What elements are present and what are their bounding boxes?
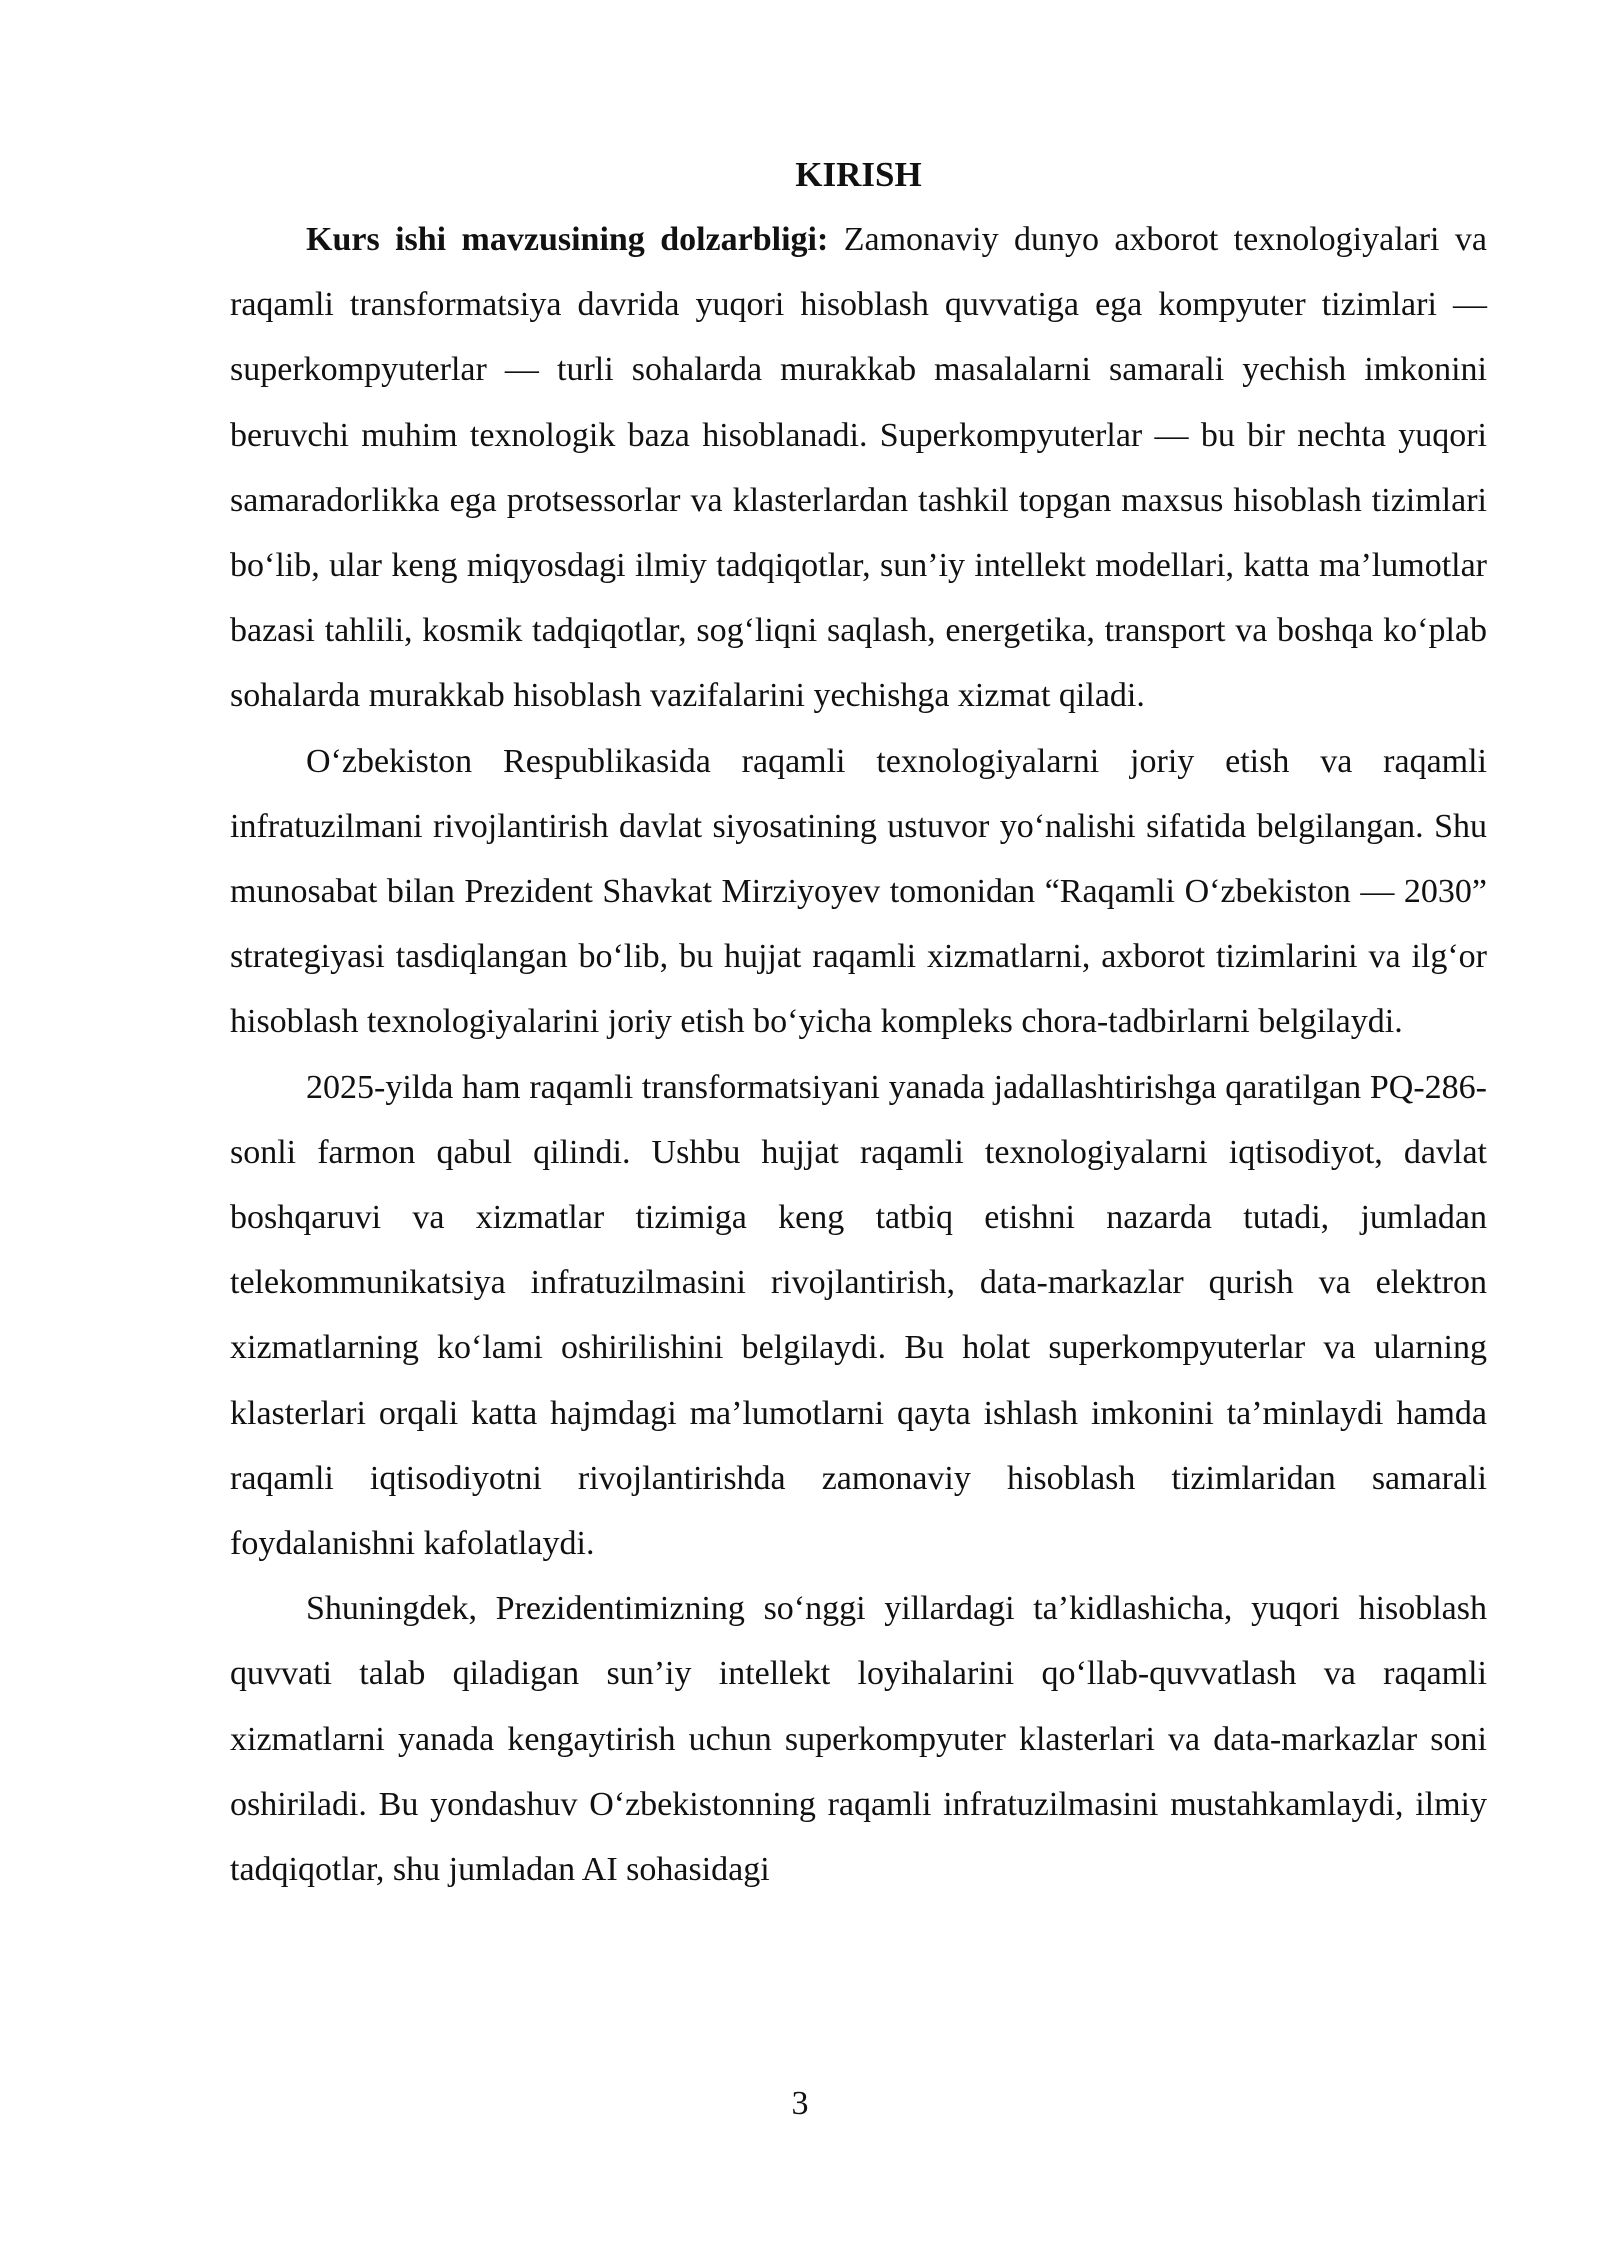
paragraph-ai-infrastructure [230,1576,1487,1902]
paragraph-text: Zamonaviy dunyo axborot texnologiyalari va raqamli transformatsiya davrida yuqori hisoblash quvvatiga ega kompyuter tizimlari — superkompyuterlar — turli sohalarda murakkab masalalarni samarali yechish imkonini beruvchi muhim texnologik baza hisoblanadi. Superkompyuterlar — bu bir nechta yuqori samaradorlikka ega protsessorlar va klasterlardan tashkil topgan maxsus hisoblash tizimlari bo‘lib, ular keng miqyosdagi ilmiy tadqiqotlar, sun’iy intellekt modellari, katta ma’lumotlar bazasi tahlili, kosmik tadqiqotlar, sog‘liqni saqlash, energetika, transport va boshqa ko‘plab sohalarda murakkab hisoblash vazifalarini yechishga xizmat qiladi. [230,221,1487,715]
paragraph-lead-bold: Kurs ishi mavzusining dolzarbligi: [306,221,829,258]
page-content [230,142,1487,1902]
section-heading: KIRISH [795,155,922,194]
paragraph-text: O‘zbekiston Respublikasida raqamli texnologiyalarni joriy etish va raqamli infratuzilmani rivojlantirish davlat siyosatining ustuvor yo‘nalishi sifatida belgilangan. Shu munosabat bilan Prezident Shavkat Mirziyoyev tomonidan “Raqamli O‘zbekiston — 2030” strategiyasi tasdiqlangan bo‘lib, bu hujjat raqamli xizmatlarni, axborot tizimlarini va ilg‘or hisoblash texnologiyalarini joriy etish bo‘yicha kompleks chora-tadbirlarni belgilaydi. [230,742,1487,1041]
paragraph-text: 2025-yilda ham raqamli transformatsiyani yanada jadallashtirishga qaratilgan PQ-286-sonli farmon qabul qilindi. Ushbu hujjat raqamli texnologiyalarni iqtisodiyot, davlat boshqaruvi va xizmatlar tizimiga keng tatbiq etishni nazarda tutadi, jumladan telekommunikatsiya infratuzilmasini rivojlantirish, data-markazlar qurish va elektron xizmatlarning ko‘lami oshirilishini belgilaydi. Bu holat superkompyuterlar va ularning klasterlari orqali katta hajmdagi ma’lumotlarni qayta ishlash imkonini ta’minlaydi hamda raqamli iqtisodiyotni rivojlantirishda zamonaviy hisoblash tizimlaridan samarali foydalanishni kafolatlaydi. [230,1068,1487,1563]
paragraph-text: Shuningdek, Prezidentimizning so‘nggi yillardagi ta’kidlashicha, yuqori hisoblash quvvati talab qiladigan sun’iy intellekt loyihalarini qo‘llab-quvvatlash va raqamli xizmatlarni yanada kengaytirish uchun superkompyuter klasterlari va data-markazlar soni oshiriladi. Bu yondashuv O‘zbekistonning raqamli infratuzilmasini mustahkamlaydi, ilmiy tadqiqotlar, shu jumladan AI sohasidagi [230,1590,1487,1889]
paragraph-relevance [230,207,1487,729]
page-number: 3 [791,2085,809,2122]
paragraph-decree [230,1055,1487,1577]
paragraph-digital-strategy [230,729,1487,1055]
